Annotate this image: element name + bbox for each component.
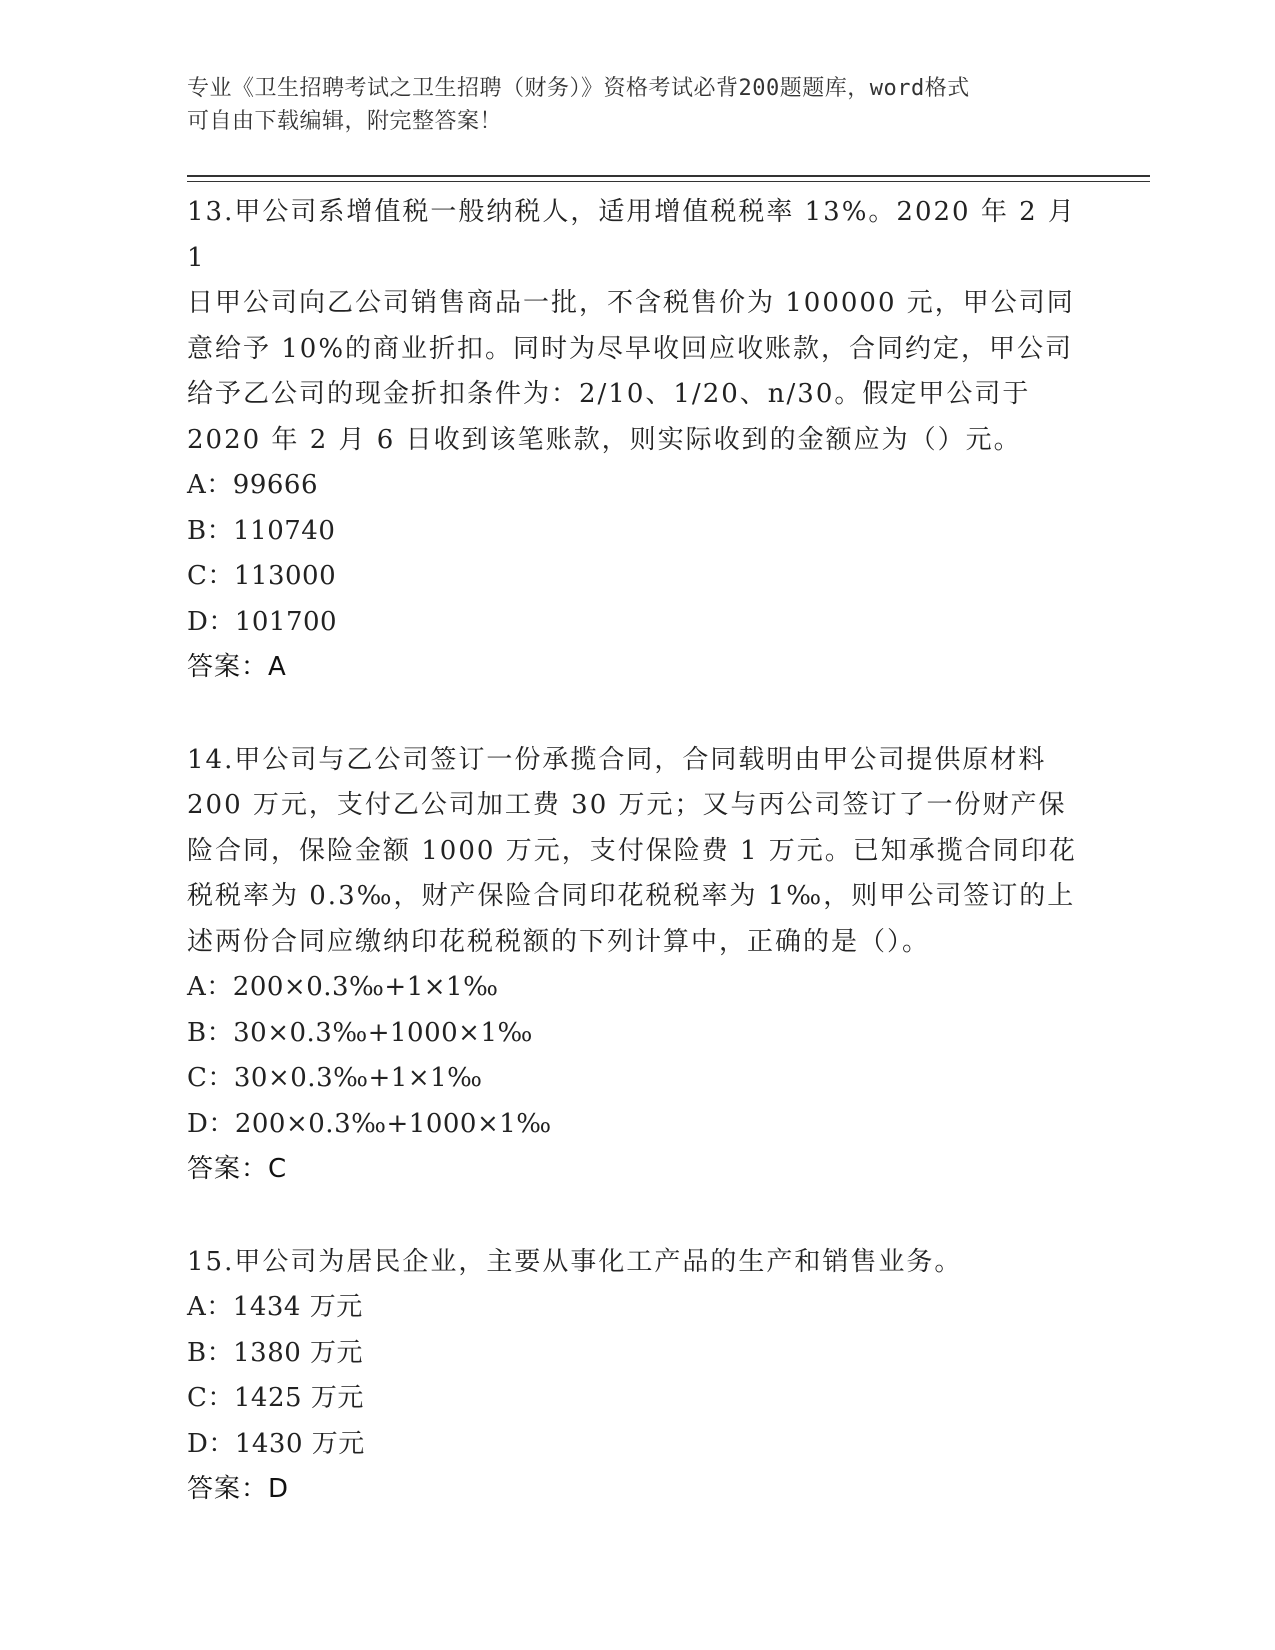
option-d: D：1430 万元 (187, 1428, 365, 1459)
header-title-line-2: 可自由下载编辑，附完整答案！ (187, 109, 503, 134)
option-d: D：200×0.3‰+1000×1‰ (187, 1108, 552, 1139)
stem-line: 述两份合同应缴纳印花税税额的下列计算中，正确的是（）。 (187, 926, 931, 957)
option-b: B：110740 (187, 515, 336, 546)
answer-label: 答案：A (187, 652, 287, 682)
question-15 (187, 1240, 1087, 1513)
option-d: D：101700 (187, 606, 338, 637)
option-a: A：99666 (187, 470, 318, 500)
option-a: A：1434 万元 (187, 1292, 363, 1322)
option-b: B：30×0.3‰+1000×1‰ (187, 1017, 533, 1048)
stem-line: 给予乙公司的现金折扣条件为：2/10、1/20、n/30。假定甲公司于 (187, 379, 1031, 409)
stem-line: 200 万元，支付乙公司加工费 30 万元；又与丙公司签订了一份财产保 (187, 790, 1067, 820)
header-title-line-1: 专业《卫生招聘考试之卫生招聘（财务）》资格考试必背200题题库，word格式 (187, 76, 970, 101)
option-b: B：1380 万元 (187, 1337, 364, 1368)
stem-line: 意给予 10%的商业折扣。同时为尽早收回应收账款，合同约定，甲公司 (187, 333, 1074, 364)
stem-line: 14.甲公司与乙公司签订一份承揽合同，合同载明由甲公司提供原材料 (187, 744, 1047, 775)
option-a: A：200×0.3‰+1×1‰ (187, 972, 499, 1002)
option-c: C：113000 (187, 561, 337, 591)
document-header (187, 72, 1067, 138)
stem-line: 13.甲公司系增值税一般纳税人，适用增值税税率 13%。2020 年 2 月 1 (187, 197, 1076, 273)
question-stem (187, 738, 1087, 966)
stem-line: 税税率为 0.3‰，财产保险合同印花税税率为 1‰，则甲公司签订的上 (187, 881, 1076, 911)
question-13 (187, 190, 1087, 691)
stem-line: 日甲公司向乙公司销售商品一批，不含税售价为 100000 元，甲公司同 (187, 288, 1075, 318)
header-rule-thick (187, 175, 1150, 177)
answer-label: 答案：D (187, 1474, 290, 1504)
header-rule-thin (187, 181, 1150, 182)
stem-line: 险合同，保险金额 1000 万元，支付保险费 1 万元。已知承揽合同印花 (187, 835, 1077, 866)
option-c: C：30×0.3‰+1×1‰ (187, 1063, 483, 1093)
answer-label: 答案：C (187, 1154, 288, 1184)
stem-line: 2020 年 2 月 6 日收到该笔账款，则实际收到的金额应为（）元。 (187, 424, 1022, 455)
question-14 (187, 738, 1087, 1193)
question-stem (187, 190, 1087, 463)
question-list (187, 190, 1087, 1560)
question-stem (187, 1240, 1087, 1286)
stem-line: 15.甲公司为居民企业，主要从事化工产品的生产和销售业务。 (187, 1246, 963, 1277)
option-c: C：1425 万元 (187, 1383, 364, 1413)
